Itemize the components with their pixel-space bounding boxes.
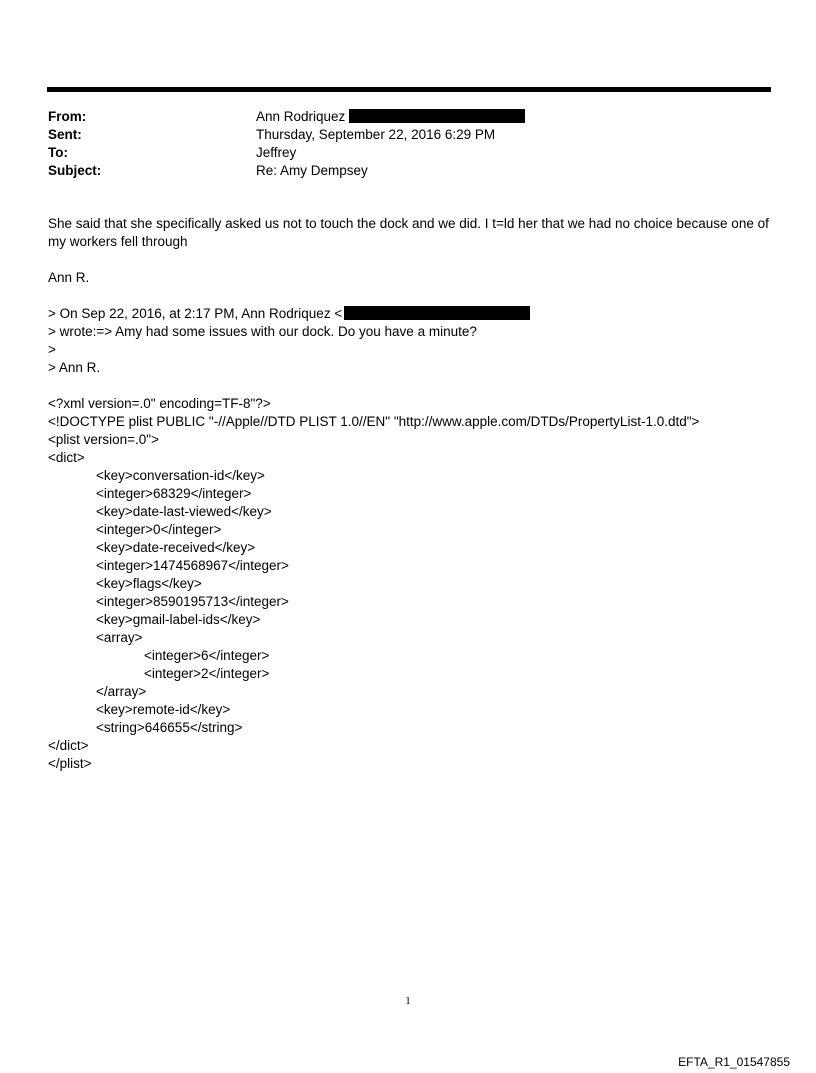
plist-line: <key>date-last-viewed</key> <box>96 504 272 519</box>
from-label: From: <box>48 109 87 124</box>
plist-line: <integer>0</integer> <box>96 522 222 537</box>
sent-label: Sent: <box>48 127 82 142</box>
from-name: Ann Rodriquez <box>256 109 346 124</box>
redaction-bar <box>344 306 530 320</box>
page-number: 1 <box>405 995 411 1007</box>
quote-line-1-text: > On Sep 22, 2016, at 2:17 PM, Ann Rodriquez < <box>48 306 343 321</box>
email-body <box>48 215 778 773</box>
plist-line: <plist version=.0"> <box>48 432 159 447</box>
signature: Ann R. <box>48 270 90 285</box>
subject-value: Re: Amy Dempsey <box>256 163 368 178</box>
subject-label: Subject: <box>48 163 102 178</box>
sent-value: Thursday, September 22, 2016 6:29 PM <box>256 127 496 142</box>
quote-line-4: > Ann R. <box>48 360 101 375</box>
header-rule <box>47 87 771 92</box>
quote-line-2: > wrote:=> Amy had some issues with our dock. Do you have a minute? <box>48 324 477 339</box>
plist-line: <!DOCTYPE plist PUBLIC "-//Apple//DTD PLIST 1.0//EN" "http://www.apple.com/DTDs/PropertyList-1.0.dtd"> <box>48 414 700 429</box>
plist-line: <array> <box>96 630 143 645</box>
sent-row <box>48 126 768 144</box>
plist-line: <?xml version=.0" encoding=TF-8"?> <box>48 396 271 411</box>
from-value <box>256 108 525 126</box>
plist-line: <integer>1474568967</integer> <box>96 558 289 573</box>
plist-line: </plist> <box>48 756 92 771</box>
from-row <box>48 108 768 126</box>
to-value: Jeffrey <box>256 145 297 160</box>
to-row <box>48 144 768 162</box>
plist-line: </array> <box>96 684 147 699</box>
plist-line: <dict> <box>48 450 85 465</box>
plist-line: <string>646655</string> <box>96 720 243 735</box>
plist-line: <integer>2</integer> <box>144 666 270 681</box>
plist-line: <key>date-received</key> <box>96 540 256 555</box>
plist-line: <key>remote-id</key> <box>96 702 231 717</box>
plist-line: <integer>68329</integer> <box>96 486 252 501</box>
plist-line: <integer>8590195713</integer> <box>96 594 289 609</box>
email-header <box>48 108 768 180</box>
to-label: To: <box>48 145 68 160</box>
plist-line: <integer>6</integer> <box>144 648 270 663</box>
plist-line: <key>flags</key> <box>96 576 202 591</box>
redaction-bar <box>349 109 525 123</box>
plist-line: <key>conversation-id</key> <box>96 468 265 483</box>
message-paragraph: She said that she specifically asked us not to touch the dock and we did. I t=ld her that we had no choice because one of my workers fell through <box>48 216 769 249</box>
subject-row <box>48 162 768 180</box>
document-id: EFTA_R1_01547855 <box>678 1055 790 1069</box>
plist-line: <key>gmail-label-ids</key> <box>96 612 261 627</box>
quote-line-3: > <box>48 342 56 357</box>
quote-line-1 <box>48 305 778 323</box>
plist-line: </dict> <box>48 738 89 753</box>
